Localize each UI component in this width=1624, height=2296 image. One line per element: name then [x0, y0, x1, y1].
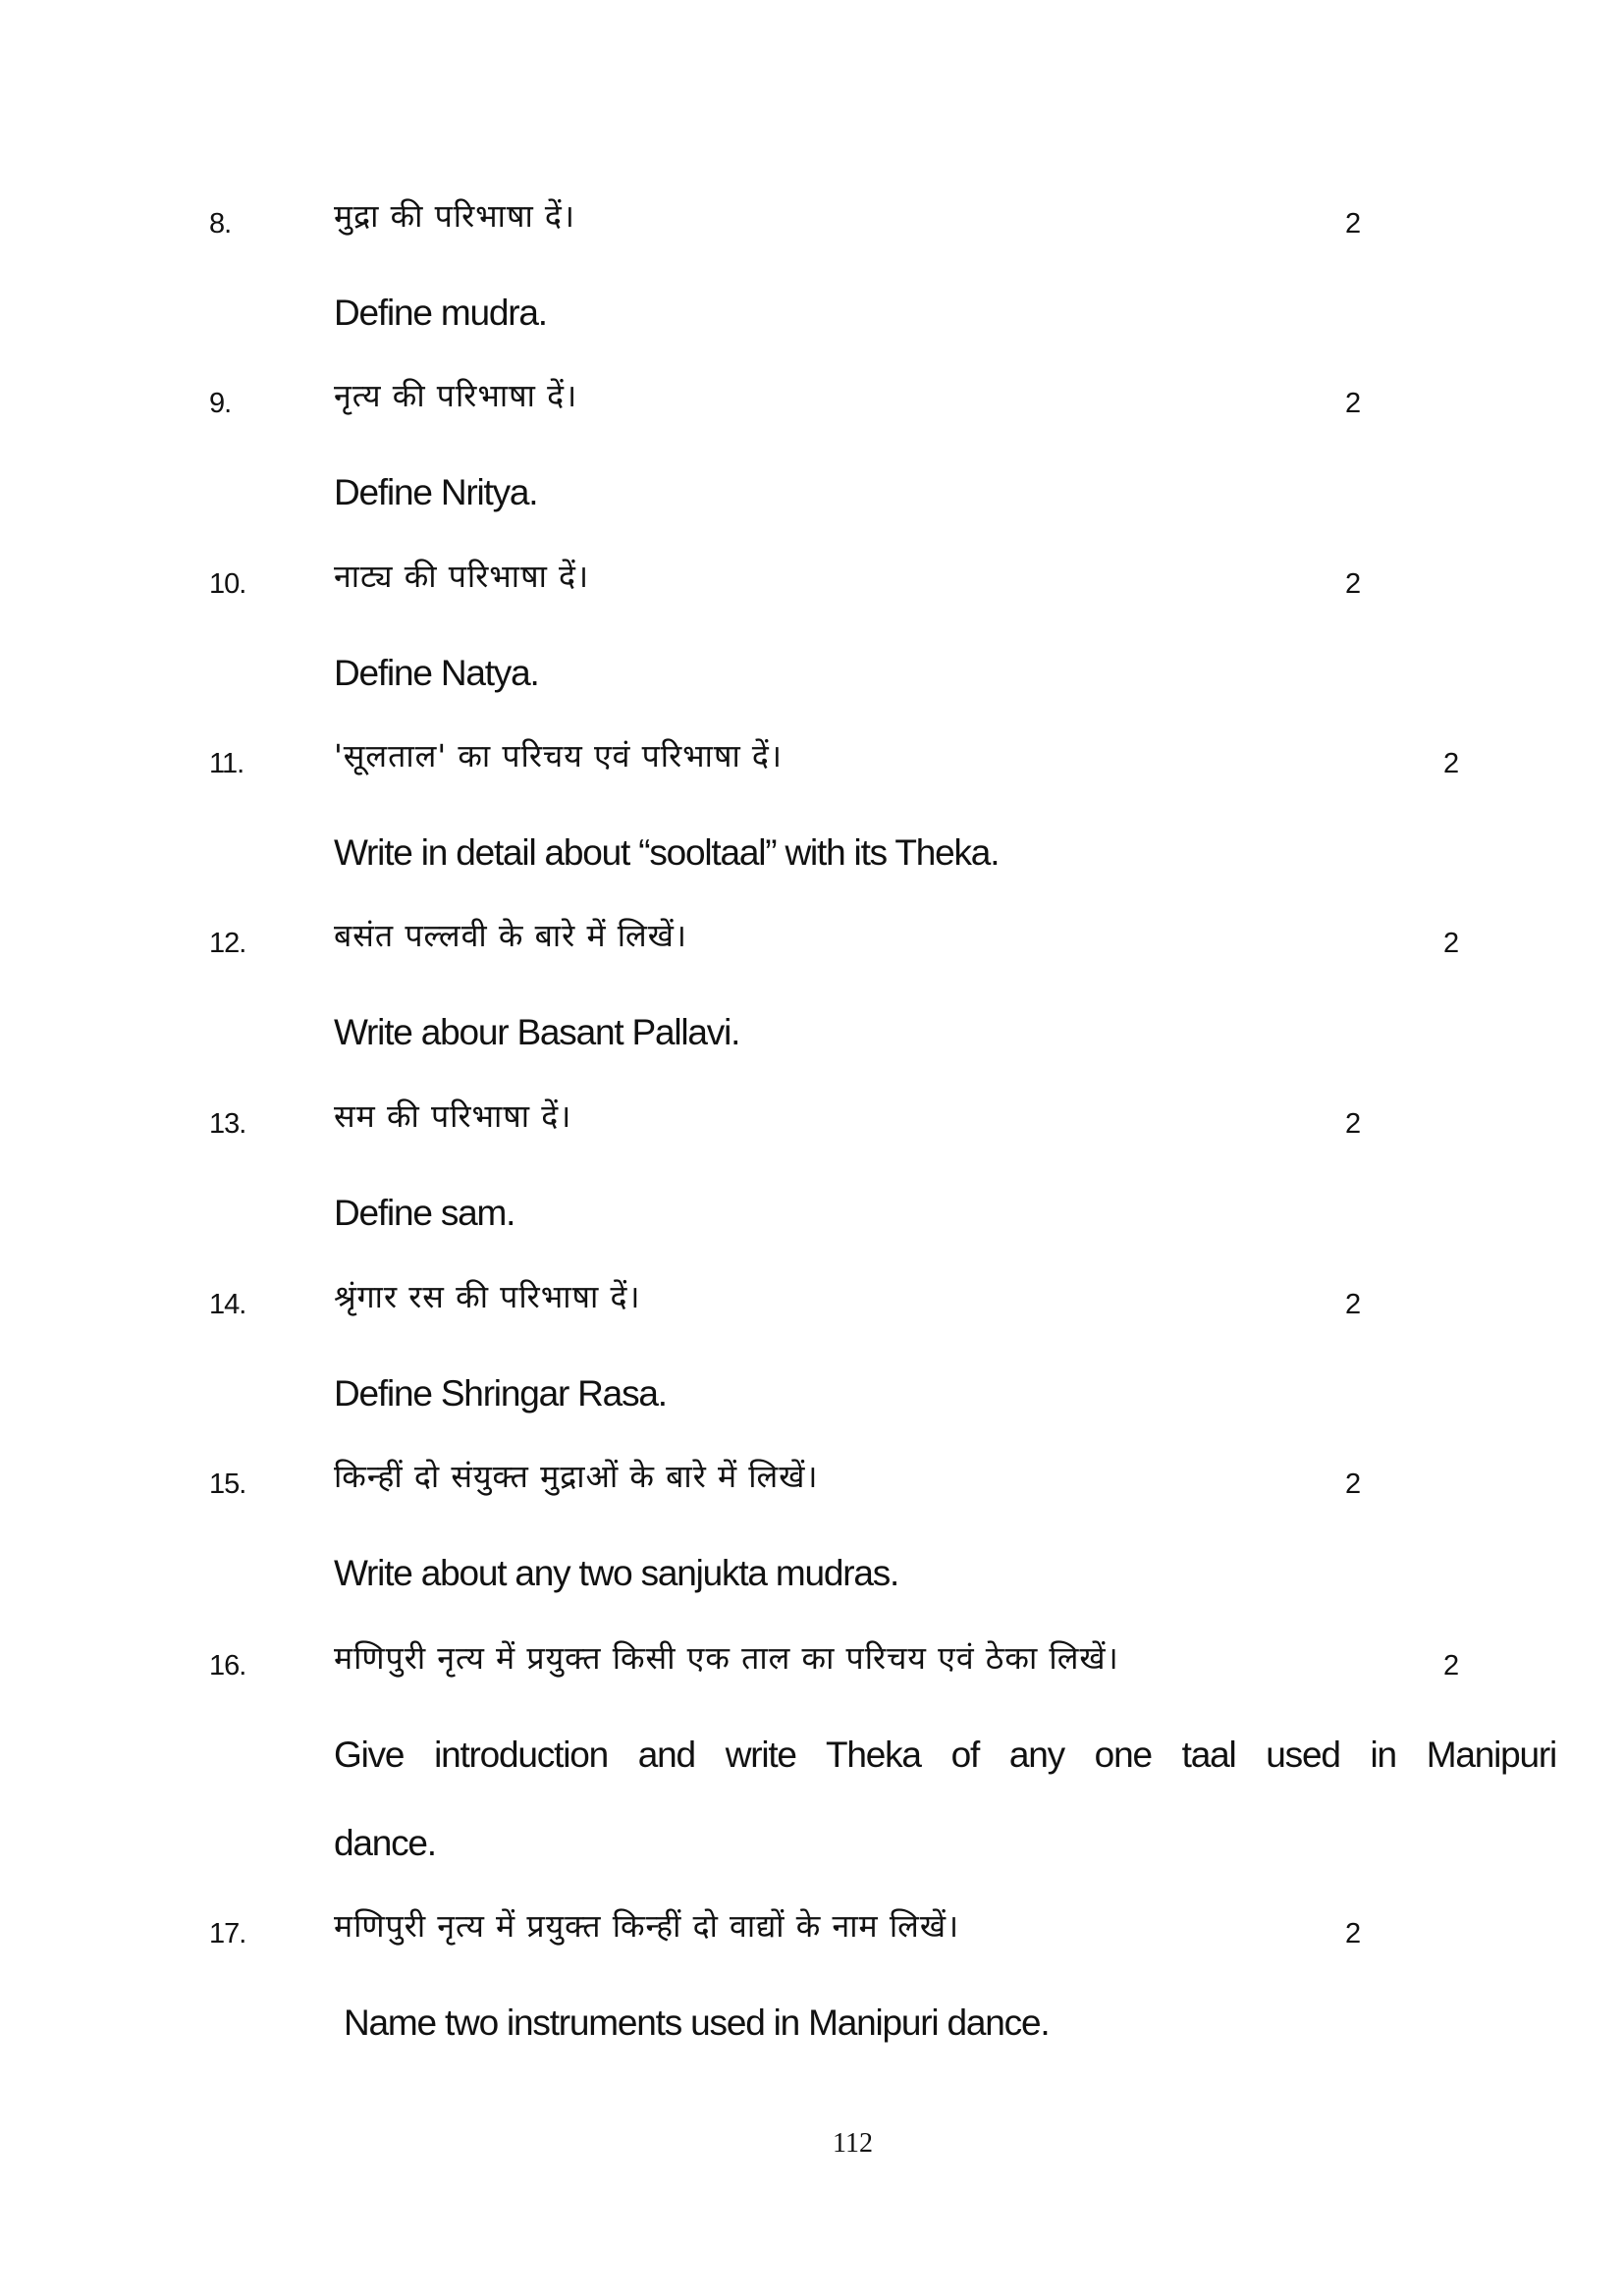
question-text-hindi: श्रृंगार रस की परिभाषा दें। [334, 1278, 641, 1315]
question-marks: 2 [1345, 568, 1362, 600]
question-text-english: Define Nritya. [334, 472, 538, 512]
question-number: 14. [209, 1289, 246, 1320]
question-text-hindi: नृत्य की परिभाषा दें। [334, 377, 578, 414]
question-marks: 2 [1345, 208, 1362, 240]
question-text-hindi: नाट्य की परिभाषा दें। [334, 558, 590, 595]
question-text-hindi: सम की परिभाषा दें। [334, 1097, 572, 1135]
question-number: 17. [209, 1918, 246, 1949]
question-number: 11. [209, 748, 244, 779]
question-marks: 2 [1345, 1468, 1362, 1500]
question-text-hindi: मणिपुरी नृत्य में प्रयुक्त किन्हीं दो वाद्यों के नाम लिखें। [334, 1907, 960, 1945]
question-text-hindi: किन्हीं दो संयुक्त मुद्राओं के बारे में लिखें। [334, 1458, 819, 1495]
question-marks: 2 [1443, 928, 1460, 959]
question-marks: 2 [1443, 748, 1460, 779]
question-text-hindi: 'सूलताल' का परिचय एवं परिभाषा दें। [334, 737, 784, 774]
question-text-english: Write about any two sanjukta mudras. [334, 1553, 899, 1593]
question-number: 16. [209, 1650, 246, 1682]
question-text-hindi: मुद्रा की परिभाषा दें। [334, 197, 576, 235]
question-text-english: Define sam. [334, 1193, 515, 1233]
question-number: 15. [209, 1468, 246, 1500]
question-marks: 2 [1443, 1650, 1460, 1682]
question-text-hindi: बसंत पल्लवी के बारे में लिखें। [334, 917, 688, 954]
question-text-english: Define Shringar Rasa. [334, 1373, 667, 1414]
question-text-english: Write abour Basant Pallavi. [334, 1012, 740, 1052]
question-text-english: Write in detail about “sooltaal” with its Theka. [334, 832, 1000, 873]
question-number: 10. [209, 568, 246, 600]
question-text-english: Define Natya. [334, 653, 539, 693]
question-number: 12. [209, 928, 246, 959]
question-marks: 2 [1345, 1918, 1362, 1949]
question-text-english-continued: dance. [334, 1823, 436, 1863]
question-text-english: Name two instruments used in Manipuri dance. [344, 2002, 1050, 2043]
question-text-english: Give introduction and write Theka of any one taal used in Manipuri [334, 1735, 1556, 1775]
question-text-hindi: मणिपुरी नृत्य में प्रयुक्त किसी एक ताल का परिचय एवं ठेका लिखें। [334, 1639, 1119, 1677]
question-number: 8. [209, 208, 232, 240]
question-marks: 2 [1345, 1289, 1362, 1320]
question-marks: 2 [1345, 1108, 1362, 1140]
question-text-english: Define mudra. [334, 293, 547, 333]
question-number: 13. [209, 1108, 246, 1140]
question-number: 9. [209, 388, 232, 419]
page-number: 112 [833, 2128, 873, 2159]
question-marks: 2 [1345, 388, 1362, 419]
